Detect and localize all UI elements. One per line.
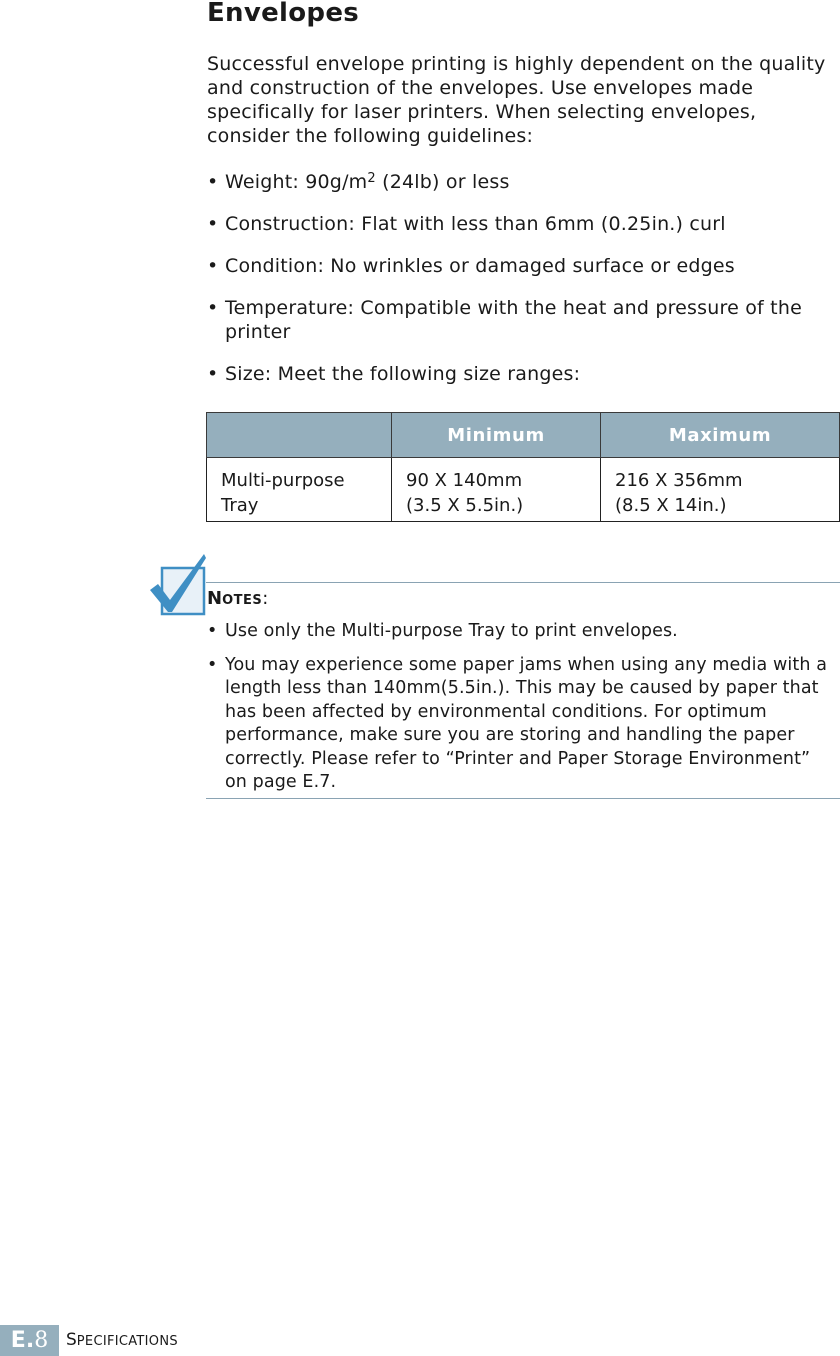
bullet: • <box>207 654 218 675</box>
page-number: 8 <box>34 1328 49 1353</box>
tray-label-line2: Tray <box>221 495 259 516</box>
bullet: • <box>207 171 219 193</box>
footer-section-initial: S <box>66 1330 77 1350</box>
table-header-row <box>207 413 840 458</box>
table-row <box>207 458 840 522</box>
guidelines-list <box>207 170 837 404</box>
notes-heading-initial: N <box>207 588 223 609</box>
page-number-tab <box>0 1325 59 1356</box>
bullet: • <box>207 213 219 235</box>
maximum-value-line1: 216 X 356mm <box>615 470 743 491</box>
table-header-blank <box>207 413 392 458</box>
table-cell-tray <box>207 458 392 522</box>
notes-heading-rest: OTES <box>222 593 263 608</box>
guideline-weight-text: Weight: 90g/m <box>225 171 368 193</box>
guideline-weight <box>207 170 837 194</box>
guideline-temperature <box>207 296 837 344</box>
bullet: • <box>207 363 219 385</box>
guideline-construction <box>207 212 837 236</box>
note-item-text: Use only the Multi-purpose Tray to print envelopes. <box>225 621 678 641</box>
guideline-construction-text: Construction: Flat with less than 6mm (0.25in.) curl <box>225 213 726 235</box>
guideline-size-text: Size: Meet the following size ranges: <box>225 363 581 385</box>
intro-paragraph: Successful envelope printing is highly dependent on the quality and construction of the envelopes. Use envelopes made specifically for laser printers. When selecting envelopes, consider the following guidelines: <box>207 53 826 147</box>
footer-section-name <box>66 1328 178 1354</box>
notes-top-divider <box>206 582 840 583</box>
guideline-condition-text: Condition: No wrinkles or damaged surface or edges <box>225 255 735 277</box>
guideline-size <box>207 362 837 386</box>
tray-label-line1: Multi-purpose <box>221 470 345 491</box>
table-header-minimum: Minimum <box>392 413 601 458</box>
page-prefix: E. <box>10 1328 35 1353</box>
bullet: • <box>207 297 219 319</box>
guideline-condition <box>207 254 837 278</box>
note-item-text: You may experience some paper jams when using any media with a length less than 140mm(5.5in.). This may be caused by paper that has been affected by environmental conditions. For optimum performance, make sure you are storing and handling the paper correctly. Please refer to “Printer and Paper Storage Environment” on page E.7. <box>225 654 828 792</box>
note-item <box>207 620 837 644</box>
table-header-maximum: Maximum <box>601 413 840 458</box>
table-cell-minimum <box>392 458 601 522</box>
notes-bottom-divider <box>206 798 840 799</box>
bullet: • <box>207 255 219 277</box>
notes-heading-colon: : <box>262 588 269 609</box>
bullet: • <box>207 621 218 641</box>
minimum-value-line1: 90 X 140mm <box>406 470 523 491</box>
size-range-table <box>206 412 840 522</box>
notes-heading <box>207 588 268 609</box>
superscript: 2 <box>367 171 376 186</box>
notes-list <box>207 620 837 805</box>
checkmark-icon <box>148 552 206 616</box>
table-cell-maximum <box>601 458 840 522</box>
minimum-value-line2: (3.5 X 5.5in.) <box>406 495 524 516</box>
guideline-weight-suffix: (24lb) or less <box>375 171 510 193</box>
guideline-temperature-text: Temperature: Compatible with the heat and pressure of the printer <box>225 297 802 343</box>
note-item <box>207 654 837 795</box>
section-title: Envelopes <box>207 0 360 28</box>
footer-section-rest: PECIFICATIONS <box>76 1334 178 1349</box>
maximum-value-line2: (8.5 X 14in.) <box>615 495 727 516</box>
